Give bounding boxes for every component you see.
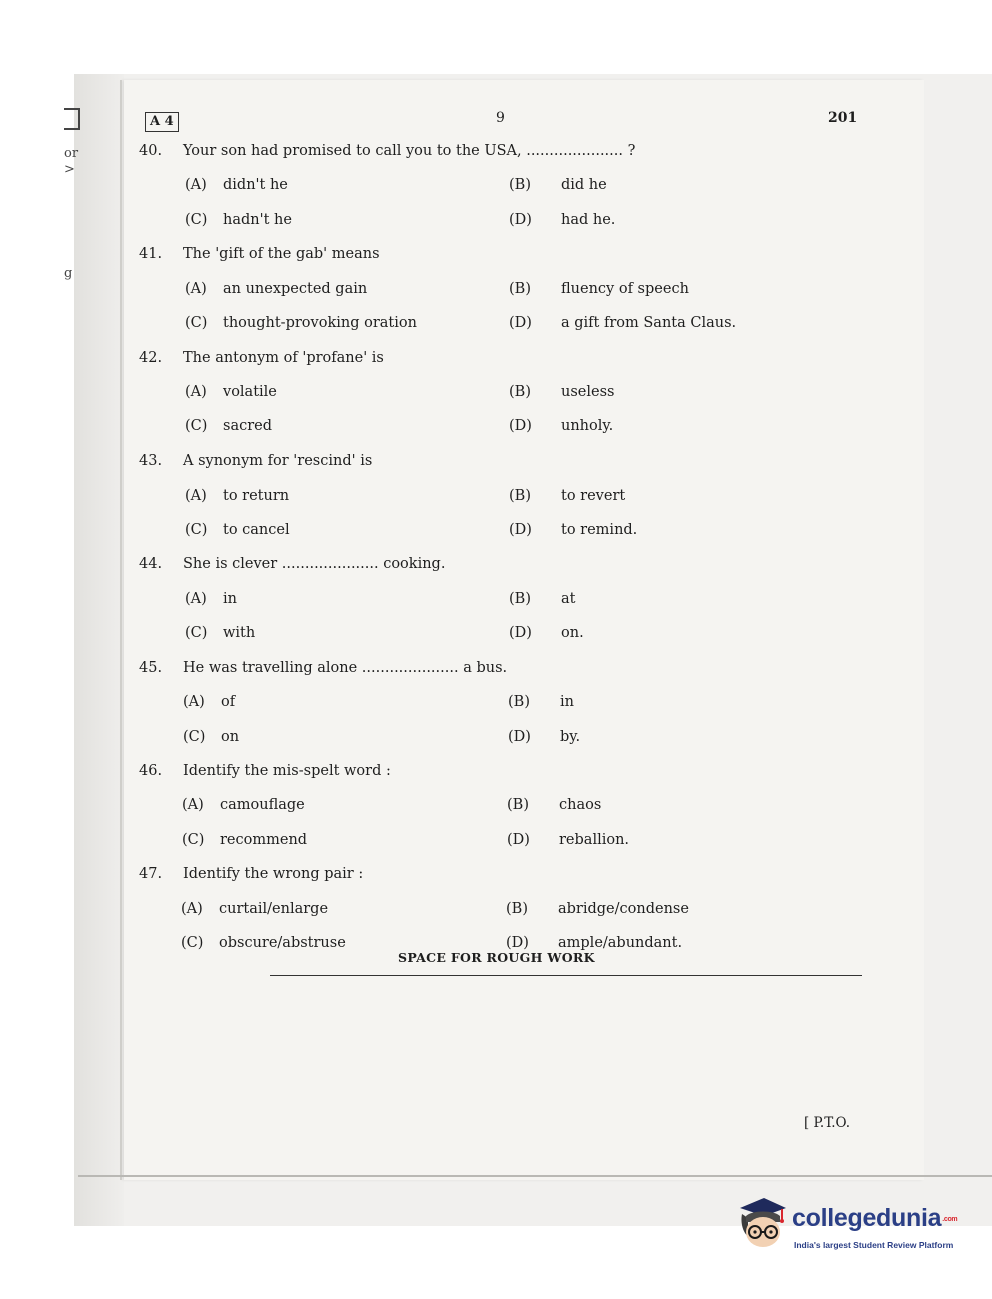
margin-bracket — [64, 108, 80, 130]
option-c — [185, 212, 292, 228]
option-label: (A) — [181, 901, 203, 917]
question-44 — [139, 556, 445, 572]
option-text: to return — [223, 488, 290, 504]
option-c — [183, 729, 239, 745]
option-text: on. — [561, 625, 584, 641]
option-text: at — [561, 591, 576, 607]
option-label: (B) — [509, 488, 531, 504]
option-text: on — [221, 729, 240, 745]
option-a — [185, 281, 367, 297]
question-number: 47. — [139, 866, 163, 882]
option-b — [508, 694, 574, 710]
option-a — [185, 177, 288, 193]
option-a — [185, 384, 277, 400]
option-text: in — [560, 694, 574, 710]
option-label: (B) — [509, 591, 531, 607]
option-text: with — [223, 625, 256, 641]
page-fold-line — [120, 80, 122, 1180]
option-a — [183, 694, 235, 710]
question-42 — [139, 350, 384, 366]
collegedunia-logo — [734, 1192, 964, 1260]
question-46 — [139, 763, 391, 779]
option-text: by. — [560, 729, 581, 745]
option-label: (B) — [509, 281, 531, 297]
question-number: 40. — [139, 143, 163, 159]
option-text: recommend — [220, 832, 308, 848]
question-text: The 'gift of the gab' means — [183, 246, 380, 262]
option-text: a gift from Santa Claus. — [561, 315, 737, 331]
option-c — [185, 522, 290, 538]
question-text: A synonym for 'rescind' is — [183, 453, 373, 469]
option-label: (B) — [507, 797, 529, 813]
option-text: fluency of speech — [561, 281, 689, 297]
option-text: had he. — [561, 212, 616, 228]
rough-work-divider — [270, 975, 862, 976]
option-a — [181, 901, 328, 917]
option-label: (C) — [185, 522, 208, 538]
question-text: The antonym of 'profane' is — [183, 350, 384, 366]
option-text: reballion. — [559, 832, 630, 848]
option-d — [509, 212, 615, 228]
option-c — [185, 315, 417, 331]
question-text: Your son had promised to call you to the USA, ..................... ? — [183, 143, 636, 159]
logo-tagline: India's largest Student Review Platform — [794, 1240, 954, 1250]
page-bottom-edge — [78, 1175, 992, 1177]
option-label: (A) — [185, 488, 207, 504]
option-b — [506, 901, 689, 917]
option-d — [507, 832, 629, 848]
option-label: (D) — [508, 729, 531, 745]
margin-char: g — [64, 266, 73, 281]
option-b — [509, 281, 689, 297]
option-label: (A) — [185, 591, 207, 607]
option-text: volatile — [223, 384, 277, 400]
option-label: (C) — [181, 935, 204, 951]
logo-wordmark: collegedunia.com — [792, 1204, 958, 1232]
question-number: 43. — [139, 453, 163, 469]
paper-code: 201 — [828, 110, 858, 126]
option-d — [506, 935, 682, 951]
option-label: (A) — [185, 384, 207, 400]
option-label: (D) — [509, 212, 532, 228]
question-41 — [139, 246, 380, 262]
option-text: obscure/abstruse — [219, 935, 346, 951]
option-d — [509, 315, 736, 331]
option-label: (C) — [185, 418, 208, 434]
option-d — [509, 625, 584, 641]
option-label: (A) — [182, 797, 204, 813]
adjacent-page-edge — [74, 74, 124, 1226]
question-text: She is clever ..................... cooking. — [183, 556, 446, 572]
option-text: of — [221, 694, 236, 710]
option-label: (B) — [509, 384, 531, 400]
option-label: (C) — [185, 315, 208, 331]
option-label: (C) — [182, 832, 205, 848]
option-text: thought-provoking oration — [223, 315, 417, 331]
option-text: abridge/condense — [558, 901, 689, 917]
logo-suffix: .com — [942, 1215, 958, 1223]
question-40 — [139, 143, 635, 159]
option-b — [509, 591, 575, 607]
option-label: (D) — [509, 418, 532, 434]
set-code-box: A 4 — [145, 112, 179, 132]
option-label: (B) — [508, 694, 530, 710]
question-number: 45. — [139, 660, 163, 676]
option-label: (D) — [507, 832, 530, 848]
option-c — [181, 935, 346, 951]
question-number: 41. — [139, 246, 163, 262]
option-text: chaos — [559, 797, 602, 813]
question-number: 42. — [139, 350, 163, 366]
option-label: (D) — [506, 935, 529, 951]
graduate-mascot-icon — [734, 1192, 790, 1252]
rough-work-label: SPACE FOR ROUGH WORK — [398, 950, 595, 965]
option-text: hadn't he — [223, 212, 292, 228]
option-label: (D) — [509, 522, 532, 538]
option-text: to cancel — [223, 522, 290, 538]
option-c — [185, 625, 255, 641]
option-label: (A) — [185, 177, 207, 193]
page-number: 9 — [496, 110, 505, 126]
option-text: camouflage — [220, 797, 305, 813]
pto-label: [ P.T.O. — [804, 1115, 851, 1131]
option-text: didn't he — [223, 177, 288, 193]
option-label: (D) — [509, 625, 532, 641]
question-text: Identify the wrong pair : — [183, 866, 364, 882]
option-b — [509, 488, 625, 504]
question-45 — [139, 660, 507, 676]
option-text: to remind. — [561, 522, 638, 538]
option-d — [509, 418, 613, 434]
question-text: He was travelling alone ..................... a bus. — [183, 660, 508, 676]
option-text: sacred — [223, 418, 273, 434]
option-label: (A) — [185, 281, 207, 297]
option-text: in — [223, 591, 237, 607]
option-d — [509, 522, 637, 538]
option-text: did he — [561, 177, 607, 193]
option-d — [508, 729, 580, 745]
option-label: (C) — [183, 729, 206, 745]
question-47 — [139, 866, 363, 882]
option-label: (C) — [185, 212, 208, 228]
option-a — [185, 488, 289, 504]
option-label: (D) — [509, 315, 532, 331]
option-label: (B) — [509, 177, 531, 193]
option-label: (B) — [506, 901, 528, 917]
question-text: Identify the mis-spelt word : — [183, 763, 391, 779]
option-b — [509, 384, 614, 400]
option-a — [182, 797, 305, 813]
option-text: to revert — [561, 488, 626, 504]
option-text: unholy. — [561, 418, 614, 434]
margin-char: > — [64, 162, 75, 177]
question-43 — [139, 453, 372, 469]
option-c — [182, 832, 307, 848]
option-text: ample/abundant. — [558, 935, 683, 951]
question-number: 44. — [139, 556, 163, 572]
option-b — [507, 797, 601, 813]
question-number: 46. — [139, 763, 163, 779]
option-a — [185, 591, 237, 607]
option-b — [509, 177, 607, 193]
margin-char: or — [64, 146, 79, 161]
option-label: (C) — [185, 625, 208, 641]
option-c — [185, 418, 272, 434]
option-text: curtail/enlarge — [219, 901, 329, 917]
option-text: an unexpected gain — [223, 281, 368, 297]
option-label: (A) — [183, 694, 205, 710]
option-text: useless — [561, 384, 615, 400]
